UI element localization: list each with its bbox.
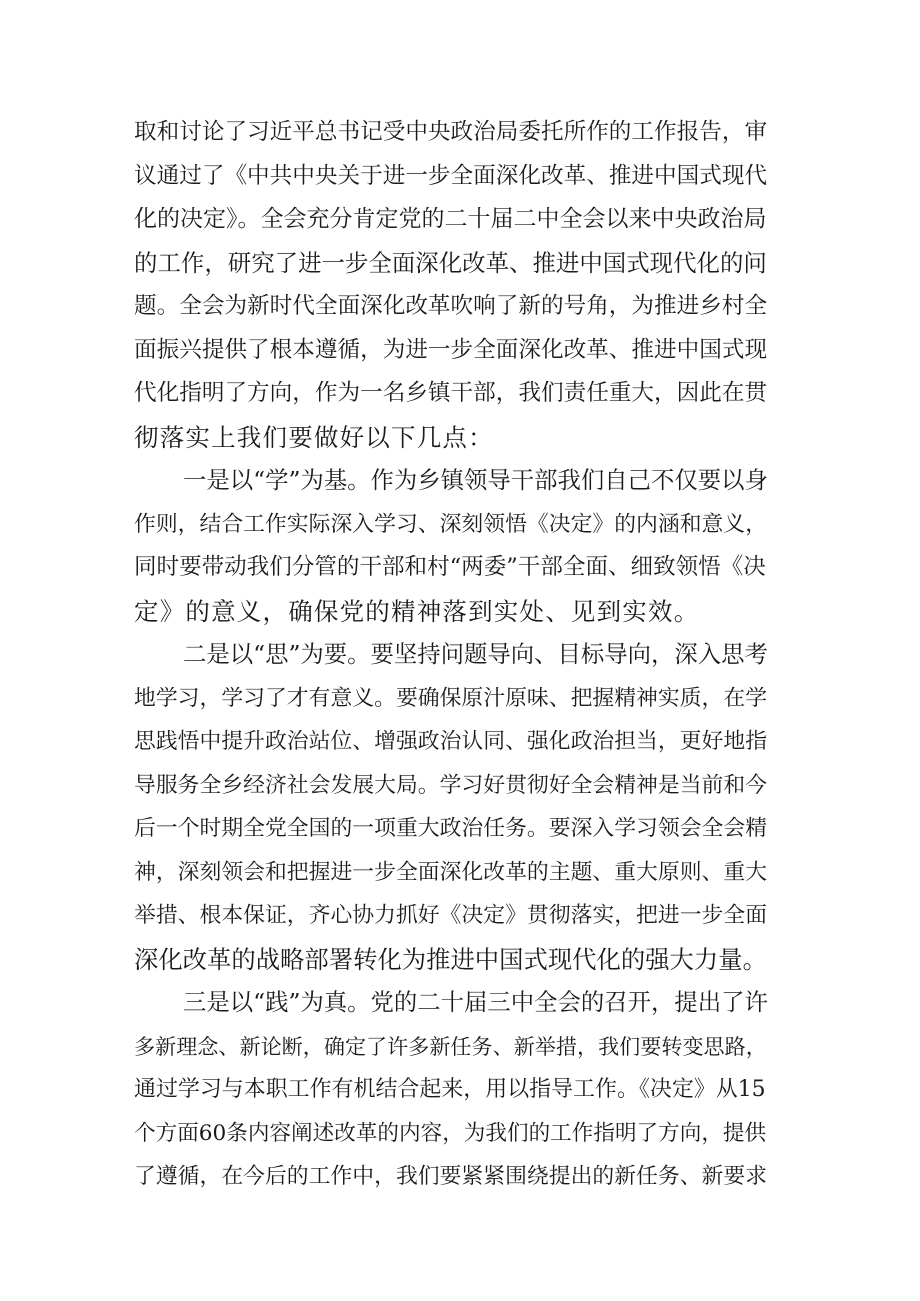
document-body bbox=[134, 111, 798, 1199]
text-line: 个方面60条内容阐述改革的内容，为我们的工作指明了方向，提供 bbox=[134, 1120, 767, 1146]
paragraph-practice bbox=[134, 981, 798, 1199]
text-line: 代化指明了方向，作为一名乡镇干部，我们责任重大，因此在贯 bbox=[134, 380, 768, 406]
text-line: 定》的意义，确保党的精神落到实处、见到实效。 bbox=[134, 596, 700, 626]
text-line: 了遵循，在今后的工作中，我们要紧紧围绕提出的新任务、新要求 bbox=[134, 1164, 768, 1189]
text-line: 地学习，学习了才有意义。要确保原汁原味、把握精神实质，在学 bbox=[134, 685, 768, 711]
text-line: 三是以“践”为真。党的二十届三中全会的召开，提出了许 bbox=[183, 988, 768, 1016]
text-line: 题。全会为新时代全面深化改革吹响了新的号角，为推进乡村全 bbox=[134, 293, 768, 319]
text-line: 思践悟中提升政治站位、增强政治认同、强化政治担当，更好地指 bbox=[134, 729, 768, 754]
text-line: 作则，结合工作实际深入学习、深刻领悟《决定》的内涵和意义， bbox=[134, 511, 768, 537]
text-line: 一是以“学”为基。作为乡镇领导干部我们自己不仅要以身 bbox=[183, 466, 768, 494]
text-line: 神，深刻领会和把握进一步全面深化改革的主题、重大原则、重大 bbox=[134, 859, 768, 885]
paragraph-study bbox=[134, 459, 798, 633]
text-line: 导服务全乡经济社会发展大局。学习好贯彻好全会精神是当前和今 bbox=[134, 772, 768, 798]
text-line: 举措、根本保证，齐心协力抓好《决定》贯彻落实，把进一步全面 bbox=[134, 903, 768, 928]
paragraph-think bbox=[134, 633, 798, 981]
text-line: 后一个时期全党全国的一项重大政治任务。要深入学习领会全会精 bbox=[134, 816, 768, 841]
paragraph-intro bbox=[134, 111, 798, 459]
text-line: 议通过了《中共中央关于进一步全面深化改革、推进中国式现代 bbox=[134, 162, 768, 189]
text-line: 化的决定》。全会充分肯定党的二十届二中全会以来中央政治局 bbox=[134, 206, 767, 232]
text-line: 的工作，研究了进一步全面深化改革、推进中国式现代化的问 bbox=[134, 248, 767, 277]
text-line: 深化改革的战略部署转化为推进中国式现代化的强大力量。 bbox=[134, 944, 767, 974]
text-line: 同时要带动我们分管的干部和村“两委”干部全面、细致领悟《决 bbox=[134, 554, 766, 580]
text-line: 面振兴提供了根本遵循，为进一步全面深化改革、推进中国式现 bbox=[134, 336, 768, 363]
text-line: 彻落实上我们要做好以下几点： bbox=[134, 422, 494, 452]
text-line: 多新理念、新论断，确定了许多新任务、新举措，我们要转变思路， bbox=[134, 1033, 767, 1059]
text-line: 二是以“思”为要。要坚持问题导向、目标导向，深入思考 bbox=[183, 640, 768, 668]
text-line: 取和讨论了习近平总书记受中央政治局委托所作的工作报告，审 bbox=[134, 119, 768, 145]
text-line: 通过学习与本职工作有机结合起来，用以指导工作。《决定》从15 bbox=[134, 1077, 766, 1102]
